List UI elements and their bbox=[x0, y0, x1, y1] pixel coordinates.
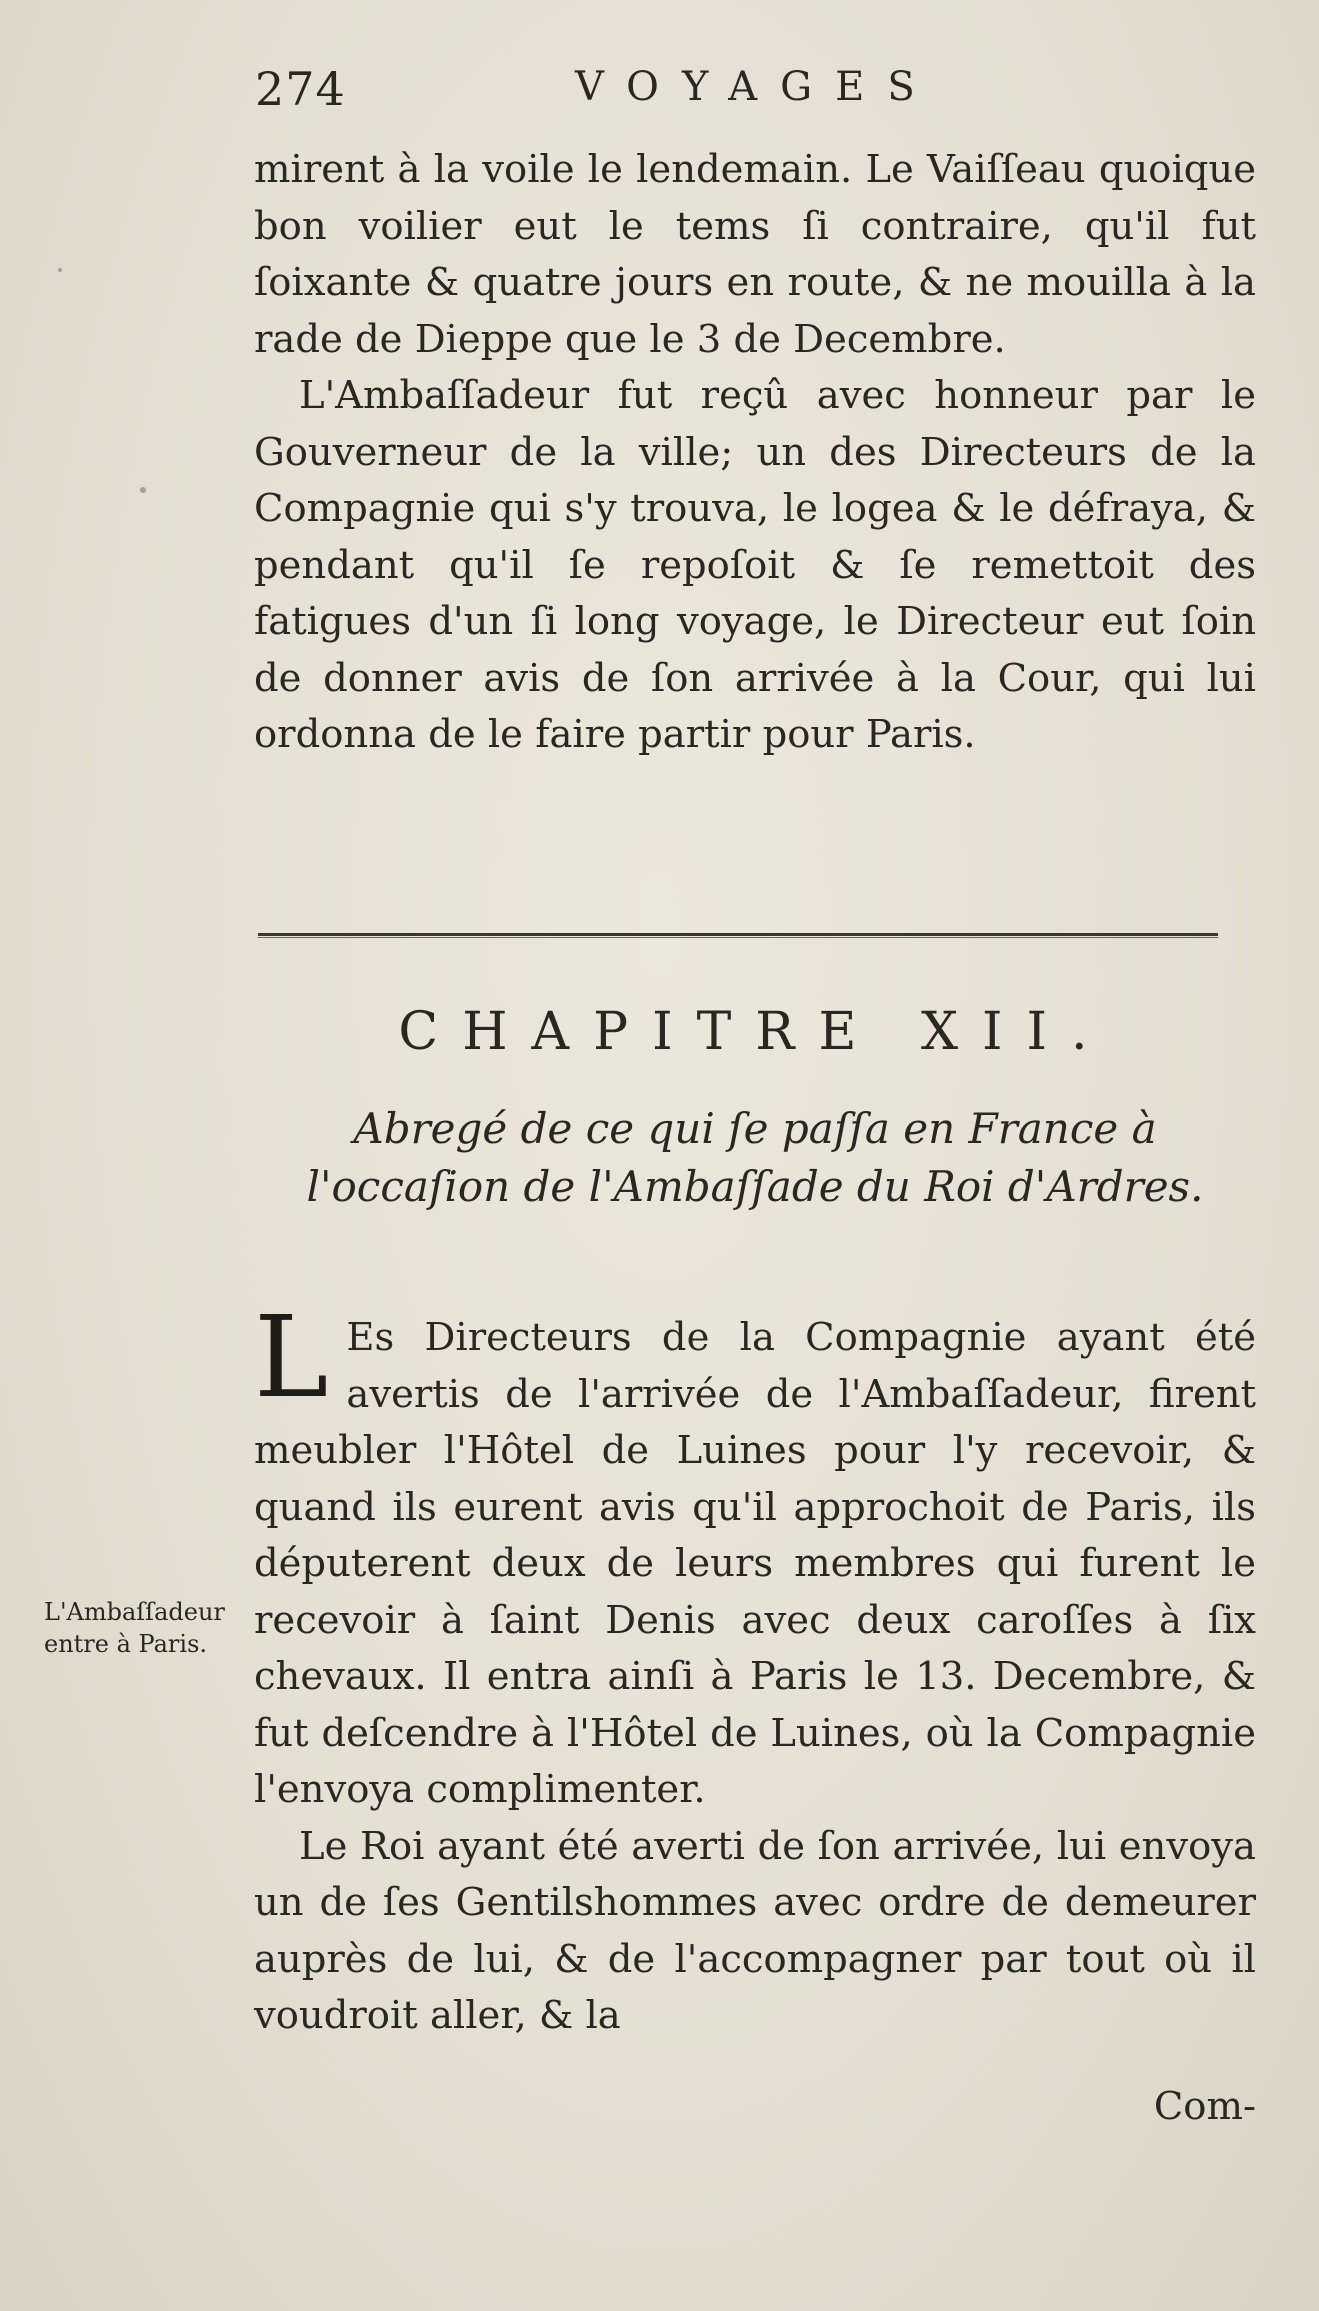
intro-paragraph-1: mirent à la voile le lendemain. Le Vaiſſeau quoique bon voilier eut le tems ſi contraire, qu'il fut ſoixante & quatre jours en route, & ne mouilla à la rade de Dieppe que le 3 de Decembre. bbox=[254, 147, 1256, 362]
margin-note: L'Ambaſſadeur entre à Paris. bbox=[44, 1598, 225, 1658]
running-title: VOYAGES bbox=[575, 64, 938, 110]
intro-paragraph-2: L'Ambaſſadeur fut reçû avec honneur par le Gouverneur de la ville; un des Directeurs de la Compagnie qui s'y trouva, le logea & le défraya, & pendant qu'il ſe repoſoit & ſe remettoit des fatigues d'un ſi long voyage, le Directeur eut ſoin de donner avis de ſon arrivée à la Cour, qui lui ordonna de le faire partir pour Paris. bbox=[254, 373, 1256, 757]
chapter-paragraph-2: Le Roi ayant été averti de ſon arrivée, lui envoya un de ſes Gentilshommes avec ordre de demeurer auprès de lui, & de l'accompagner par tout où il voudroit aller, & la bbox=[254, 1823, 1256, 2038]
intro-text bbox=[254, 142, 1256, 764]
page-header bbox=[255, 62, 1255, 132]
chapter-text bbox=[254, 1293, 1256, 2045]
chapter-paragraph-1-text: Es Directeurs de la Compagnie ayant été avertis de l'arrivée de l'Ambaſſadeur, firent meubler l'Hôtel de Luines pour l'y recevoir, & quand ils eurent avis qu'il approchoit de Paris, ils députerent deux de leurs membres qui furent le recevoir à ſaint Denis avec deux caroſſes à ſix chevaux. Il entra ainſi à Paris le 13. Decembre, & fut deſcendre à l'Hôtel de Luines, où la Compagnie l'envoya complimenter. bbox=[254, 1315, 1256, 1812]
drop-cap: L bbox=[254, 1293, 329, 1423]
chapter-subtitle: Abregé de ce qui ſe paſſa en France à l'occaſion de l'Ambaſſade du Roi d'Ardres. bbox=[306, 1104, 1204, 1211]
page-number: 274 bbox=[255, 62, 346, 116]
ink-spot bbox=[58, 268, 62, 272]
ink-spot bbox=[140, 487, 146, 493]
section-divider bbox=[258, 933, 1218, 938]
chapter-paragraph-1 bbox=[254, 1293, 1256, 1819]
chapter-heading: CHAPITRE XII. bbox=[398, 1002, 1112, 1062]
catchword: Com- bbox=[1153, 2084, 1256, 2129]
